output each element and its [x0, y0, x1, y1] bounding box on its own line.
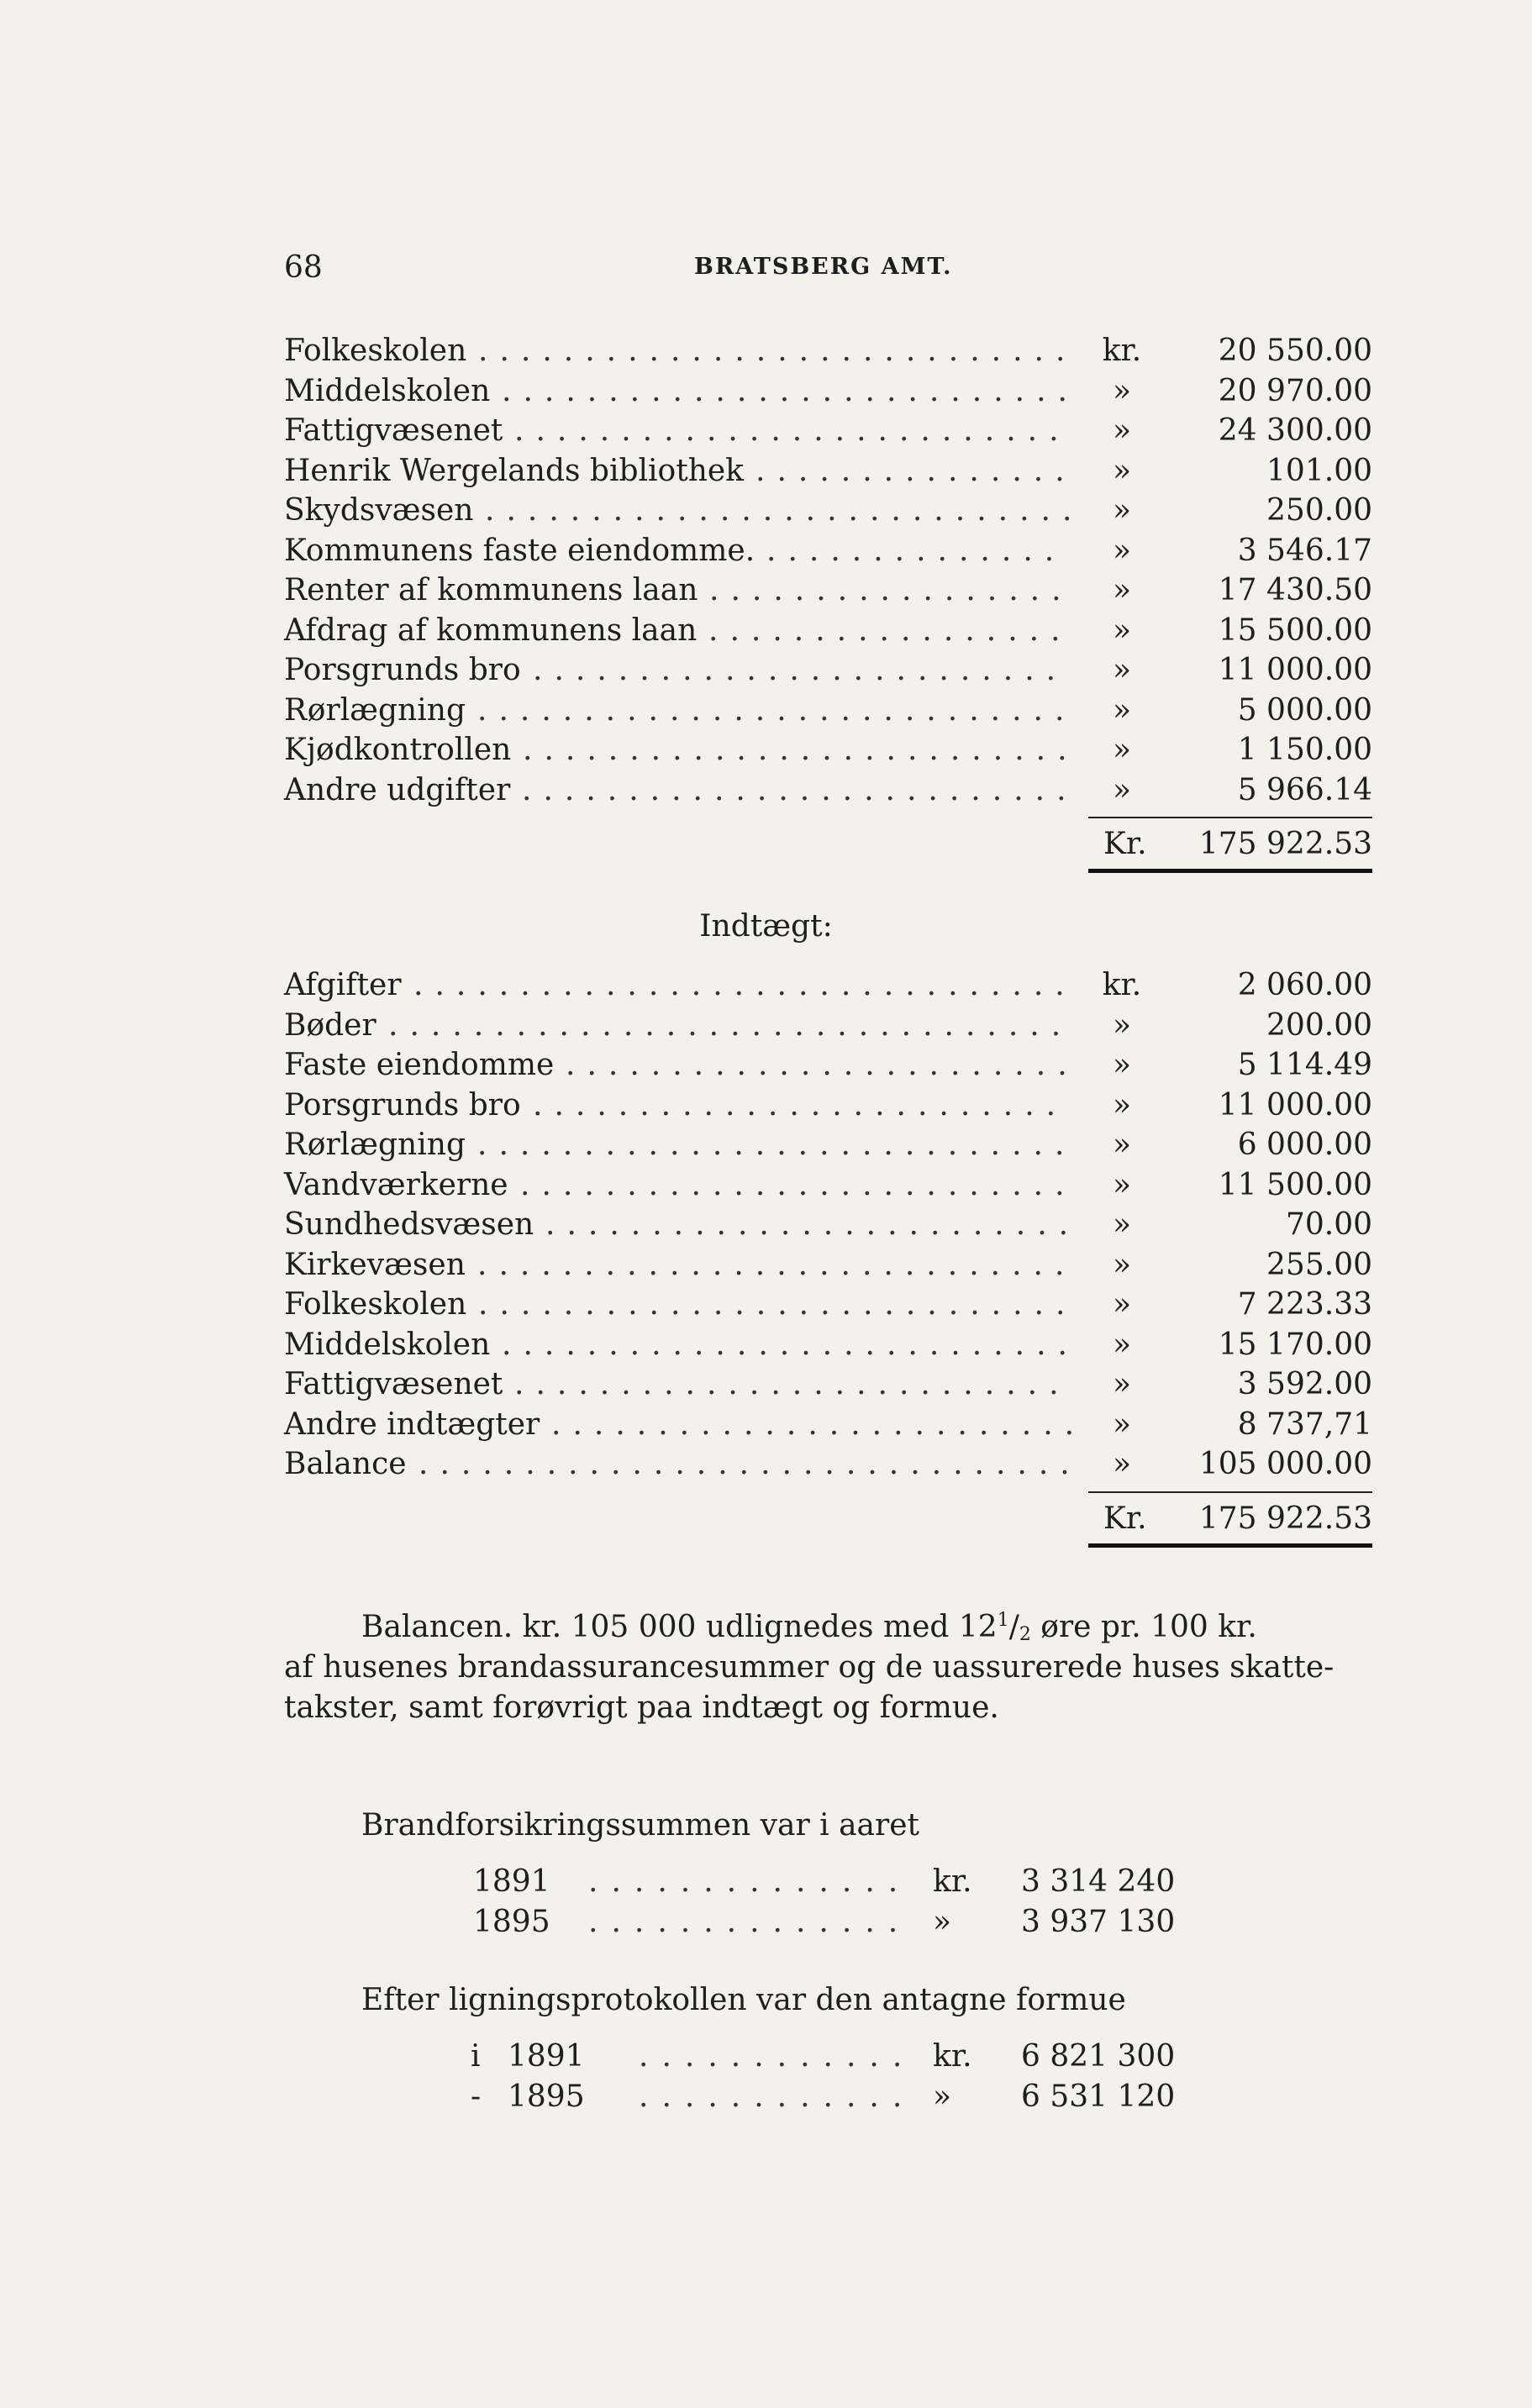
row-amount: 3 546.17 [1237, 533, 1372, 568]
ledger-row [284, 1205, 1372, 1245]
total-rule-bottom [1088, 1543, 1372, 1548]
leader-dots: ............................ [477, 1247, 1077, 1282]
expenses-ledger [284, 331, 1372, 869]
leader-dots: ........................... [502, 373, 1079, 408]
row-amount: 70.00 [1285, 1207, 1372, 1242]
row-amount: 5 114.49 [1237, 1048, 1372, 1082]
ledger-row [284, 1444, 1372, 1485]
row-label: Middelskolen [284, 373, 491, 408]
row-label: Porsgrunds bro [284, 653, 521, 687]
row-amount: 105 000.00 [1198, 1447, 1372, 1481]
row-amount: 255.00 [1266, 1247, 1372, 1282]
balance-text-b: øre pr. 100 kr. [1030, 1610, 1257, 1644]
ledger-row [284, 1006, 1372, 1046]
row-year: 1891 [473, 1864, 550, 1899]
ledger-row [284, 965, 1372, 1006]
ledger-row [284, 491, 1372, 531]
row-label: Kommunens faste eiendomme. [284, 533, 755, 568]
row-unit: » [1112, 772, 1132, 807]
leader-dots: .............. [766, 533, 1066, 568]
row-label: Folkeskolen [284, 1287, 467, 1322]
row-prefix: - [471, 2079, 482, 2114]
balance-paragraph [284, 1607, 1372, 1728]
row-label: Afdrag af kommunens laan [284, 613, 698, 648]
row-unit: kr. [933, 2039, 972, 2074]
row-unit: » [1112, 533, 1132, 568]
row-unit: » [1112, 692, 1132, 728]
row-label: Andre indtægter [284, 1406, 540, 1442]
row-label: Folkeskolen [284, 334, 467, 368]
balance-text-a: Balancen. kr. 105 000 udlignedes med 12 [361, 1610, 998, 1644]
income-heading: Indtægt: [699, 909, 833, 944]
row-unit: kr. [933, 1864, 972, 1899]
ledger-row [284, 371, 1372, 412]
row-amount: 5 000.00 [1237, 692, 1372, 728]
row-amount: 8 737,71 [1237, 1406, 1372, 1442]
row-label: Vandværkerne [284, 1167, 508, 1202]
row-label: Sundhedsvæsen [284, 1207, 534, 1242]
ledger-row [284, 1285, 1372, 1325]
leader-dots: .......................... [523, 733, 1079, 767]
row-unit: » [1112, 1327, 1132, 1362]
row-unit: » [1112, 1406, 1132, 1442]
row-unit: » [933, 1905, 952, 1939]
row-year: 1891 [508, 2039, 585, 2074]
leader-dots: .............. [588, 1905, 912, 1939]
wealth-intro: Efter ligningsprotokollen var den antagne formue [361, 1983, 1126, 2017]
leader-dots: .......................... [520, 1167, 1077, 1202]
leader-dots: ................................ [388, 1007, 1073, 1043]
leader-dots: ......................... [545, 1207, 1081, 1242]
fraction-slash: / [1008, 1610, 1019, 1644]
ledger-row [284, 611, 1372, 651]
income-ledger [284, 965, 1372, 1543]
ledger-row [284, 650, 1372, 691]
income-total [284, 1485, 1372, 1543]
leader-dots: ............................ [477, 1128, 1077, 1162]
row-unit: » [1112, 1367, 1132, 1401]
total-rule-top [1088, 1491, 1372, 1493]
row-unit: » [1112, 613, 1132, 648]
row-amount: 6 821 300 [1021, 2039, 1176, 2074]
ledger-row [284, 1045, 1372, 1086]
total-unit: Kr. [1103, 1501, 1147, 1536]
balance-line-3: takster, samt forøvrigt paa indtægt og formue. [284, 1690, 999, 1725]
leader-dots: ................. [708, 613, 1072, 648]
leader-dots: ......................... [533, 1087, 1068, 1123]
row-label: Andre udgifter [284, 772, 511, 807]
leader-dots: ............................... [419, 1447, 1082, 1481]
total-rule-bottom [1088, 869, 1372, 873]
row-unit: » [1112, 1167, 1132, 1202]
figure-row [0, 1902, 1532, 1943]
leader-dots: .......................... [514, 1367, 1071, 1401]
wealth-table [0, 2037, 1532, 2117]
leader-dots: ............................ [478, 334, 1077, 368]
income-rows [284, 965, 1372, 1485]
ledger-row [284, 411, 1372, 451]
leader-dots: ......................... [551, 1406, 1087, 1442]
row-label: Henrik Wergelands bibliothek [284, 453, 744, 488]
expenses-total [284, 810, 1372, 869]
leader-dots: ............................ [477, 692, 1077, 728]
row-prefix: i [471, 2039, 481, 2074]
insurance-table [0, 1862, 1532, 1943]
row-label: Fattigvæsenet [284, 1367, 503, 1401]
row-unit: » [1112, 653, 1132, 687]
ledger-row [284, 730, 1372, 770]
leader-dots: .......................... [514, 413, 1071, 448]
ledger-row [284, 1364, 1372, 1405]
row-amount: 11 000.00 [1218, 1087, 1372, 1123]
row-amount: 3 314 240 [1021, 1864, 1176, 1899]
row-amount: 250.00 [1266, 493, 1372, 528]
row-unit: » [1112, 1087, 1132, 1123]
row-amount: 20 550.00 [1218, 334, 1372, 368]
row-amount: 101.00 [1266, 453, 1372, 488]
row-label: Porsgrunds bro [284, 1087, 521, 1123]
expenses-rows [284, 331, 1372, 810]
ledger-row [284, 1125, 1372, 1165]
row-label: Kjødkontrollen [284, 733, 512, 767]
row-unit: » [1112, 1207, 1132, 1242]
row-amount: 5 966.14 [1237, 772, 1372, 807]
leader-dots: ........................ [566, 1048, 1079, 1082]
figure-row [0, 2037, 1532, 2077]
row-unit: kr. [1102, 334, 1142, 368]
row-amount: 6 000.00 [1237, 1128, 1372, 1162]
total-amount: 175 922.53 [1198, 1501, 1372, 1536]
row-label: Bøder [284, 1007, 376, 1043]
row-label: Faste eiendomme [284, 1048, 555, 1082]
ledger-row [284, 1245, 1372, 1285]
row-amount: 200.00 [1266, 1007, 1372, 1043]
row-unit: » [1112, 493, 1132, 528]
row-label: Rørlægning [284, 692, 466, 728]
row-unit: » [1112, 1007, 1132, 1043]
leader-dots: .......................... [522, 772, 1078, 807]
row-amount: 15 170.00 [1218, 1327, 1372, 1362]
row-amount: 24 300.00 [1218, 413, 1372, 448]
row-unit: » [933, 2079, 952, 2114]
row-label: Middelskolen [284, 1327, 491, 1362]
ledger-row [284, 531, 1372, 571]
row-unit: » [1112, 1128, 1132, 1162]
leader-dots: ............... [755, 453, 1077, 488]
balance-line-1 [284, 1607, 1372, 1648]
row-amount: 2 060.00 [1237, 968, 1372, 1002]
row-unit: » [1112, 1048, 1132, 1082]
insurance-intro: Brandforsikringssummen var i aaret [361, 1808, 919, 1843]
row-unit: » [1112, 1287, 1132, 1322]
ledger-row [284, 1405, 1372, 1445]
row-unit: » [1112, 453, 1132, 488]
leader-dots: ......................... [533, 653, 1068, 687]
leader-dots: ................. [709, 573, 1073, 607]
row-label: Fattigvæsenet [284, 413, 503, 448]
ledger-row [284, 451, 1372, 492]
row-label: Balance [284, 1447, 407, 1481]
running-title: BRATSBERG AMT. [694, 254, 953, 280]
leader-dots: .............. [588, 1864, 912, 1899]
row-unit: » [1112, 413, 1132, 448]
row-amount: 1 150.00 [1237, 733, 1372, 767]
ledger-row [284, 691, 1372, 731]
ledger-row [284, 1165, 1372, 1206]
row-amount: 20 970.00 [1218, 373, 1372, 408]
ledger-row [284, 570, 1372, 611]
row-label: Skydsvæsen [284, 493, 474, 528]
row-amount: 7 223.33 [1237, 1287, 1372, 1322]
page-header [284, 250, 1372, 287]
fraction-numerator: 1 [997, 1610, 1009, 1631]
leader-dots: ............................ [485, 493, 1084, 528]
leader-dots: ............ [639, 2079, 916, 2114]
row-unit: » [1112, 1447, 1132, 1481]
page-number: 68 [284, 250, 323, 285]
ledger-row [284, 1086, 1372, 1126]
row-amount: 6 531 120 [1021, 2079, 1176, 2114]
ledger-row [284, 1325, 1372, 1365]
row-label: Renter af kommunens laan [284, 573, 698, 607]
row-amount: 3 937 130 [1021, 1905, 1176, 1939]
row-label: Rørlægning [284, 1128, 466, 1162]
leader-dots: ............................... [413, 968, 1077, 1002]
fraction-denominator: 2 [1019, 1624, 1031, 1645]
row-year: 1895 [508, 2079, 585, 2114]
leader-dots: ............ [639, 2039, 916, 2074]
row-unit: » [1112, 373, 1132, 408]
row-unit: » [1112, 733, 1132, 767]
row-unit: kr. [1102, 968, 1142, 1002]
row-unit: » [1112, 1247, 1132, 1282]
row-amount: 3 592.00 [1237, 1367, 1372, 1401]
row-amount: 11 000.00 [1218, 653, 1372, 687]
row-amount: 11 500.00 [1218, 1167, 1372, 1202]
row-year: 1895 [473, 1905, 550, 1939]
leader-dots: ............................ [478, 1287, 1077, 1322]
row-unit: » [1112, 573, 1132, 607]
balance-line-2: af husenes brandassurancesummer og de uassurerede huses skatte- [284, 1650, 1335, 1685]
leader-dots: ........................... [502, 1327, 1079, 1362]
row-amount: 17 430.50 [1218, 573, 1372, 607]
figure-row [0, 1862, 1532, 1902]
figure-row [0, 2077, 1532, 2117]
total-amount: 175 922.53 [1198, 827, 1372, 861]
row-amount: 15 500.00 [1218, 613, 1372, 648]
ledger-row [284, 331, 1372, 371]
total-rule-top [1088, 817, 1372, 818]
row-label: Afgifter [284, 968, 402, 1002]
ledger-row [284, 770, 1372, 811]
row-label: Kirkevæsen [284, 1247, 466, 1282]
total-unit: Kr. [1103, 827, 1147, 861]
